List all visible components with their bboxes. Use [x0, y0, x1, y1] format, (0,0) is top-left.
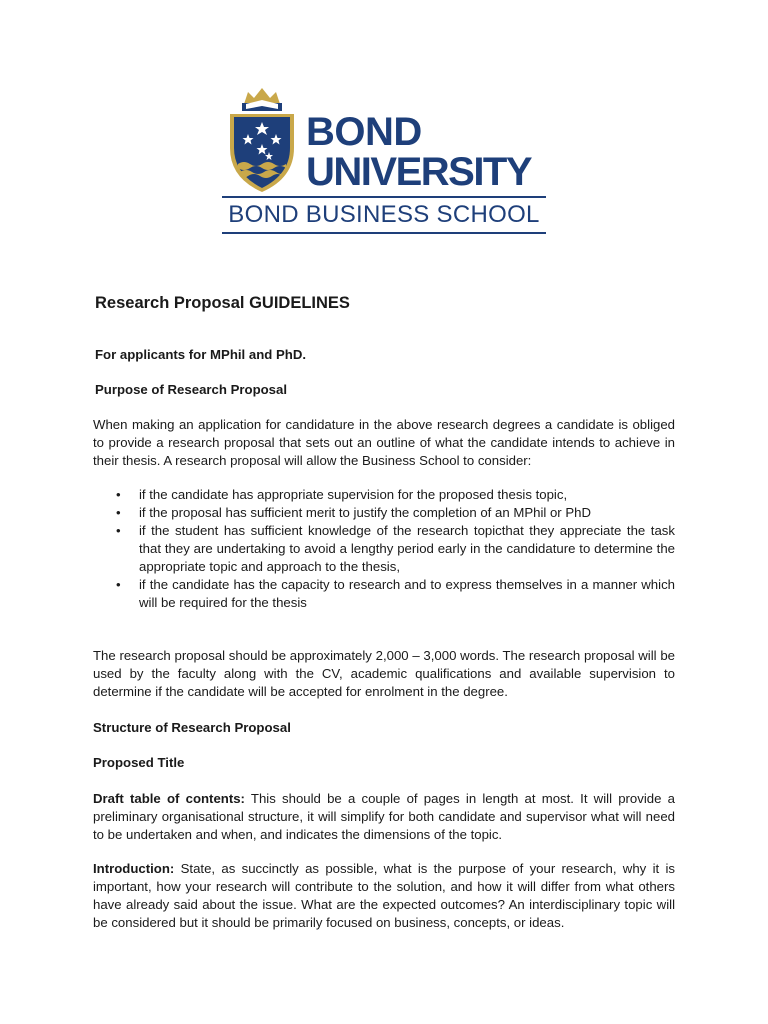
introduction-text: State, as succinctly as possible, what is the purpose of your research, why it is important, how your research will contribute to the solution, and how it will differ from what others have already said about the issue. What are the expected outcomes? An interdisciplinary topic will be considered but it should be primarily focused on business, concepts, or ideas.: [93, 861, 675, 930]
bond-university-logo: [222, 86, 548, 238]
purpose-paragraph: When making an application for candidature in the above research degrees a candidate is obliged to provide a research proposal that sets out an outline of what the candidate intends to achieve in their thesis. A research proposal will allow the Business School to consider:: [93, 417, 675, 468]
logo-school-name: BOND BUSINESS SCHOOL: [228, 201, 540, 228]
introduction-label: Introduction:: [93, 861, 175, 876]
introduction-paragraph: [93, 860, 675, 932]
draft-toc-label: Draft table of contents:: [93, 791, 245, 806]
draft-toc-paragraph: [93, 790, 675, 844]
logo-name-university: UNIVERSITY: [306, 150, 532, 194]
university-crest-icon: [222, 86, 302, 196]
bullet-icon: •: [116, 577, 121, 592]
structure-heading: Structure of Research Proposal: [93, 720, 291, 735]
bullet-icon: •: [116, 523, 121, 538]
list-item: • if the student has sufficient knowledge of the research topicthat they appreciate the task that they are undertaking to avoid a lengthy period early in the candidature to determine the appropriate topic and approach to the thesis,: [116, 523, 675, 574]
list-item: • if the proposal has sufficient merit to justify the completion of an MPhil or PhD: [116, 505, 592, 520]
list-item: • if the candidate has appropriate supervision for the proposed thesis topic,: [116, 487, 568, 502]
proposed-title-heading: Proposed Title: [93, 755, 185, 770]
bullet-icon: •: [116, 505, 121, 520]
length-paragraph: The research proposal should be approximately 2,000 – 3,000 words. The research proposal will be used by the faculty along with the CV, academic qualifications and available supervision to determine if the candidate will be accepted for enrolment in the degree.: [93, 648, 675, 699]
applicants-line: For applicants for MPhil and PhD.: [95, 347, 307, 362]
logo-name-bond: BOND: [306, 110, 422, 154]
consideration-list: [93, 486, 675, 612]
list-item: • if the candidate has the capacity to research and to express themselves in a manner which will be required for the thesis: [116, 577, 675, 610]
logo-divider-top: [222, 196, 546, 198]
bullet-icon: •: [116, 487, 121, 502]
logo-divider-bottom: [222, 232, 546, 234]
document-title: Research Proposal GUIDELINES: [95, 294, 350, 312]
draft-toc-text: This should be a couple of pages in length at most. It will provide a preliminary organisational structure, it will simplify for both candidate and supervisor what will need to be undertaken and when, and indicates the dimensions of the topic.: [93, 791, 675, 842]
purpose-heading: Purpose of Research Proposal: [95, 382, 288, 397]
